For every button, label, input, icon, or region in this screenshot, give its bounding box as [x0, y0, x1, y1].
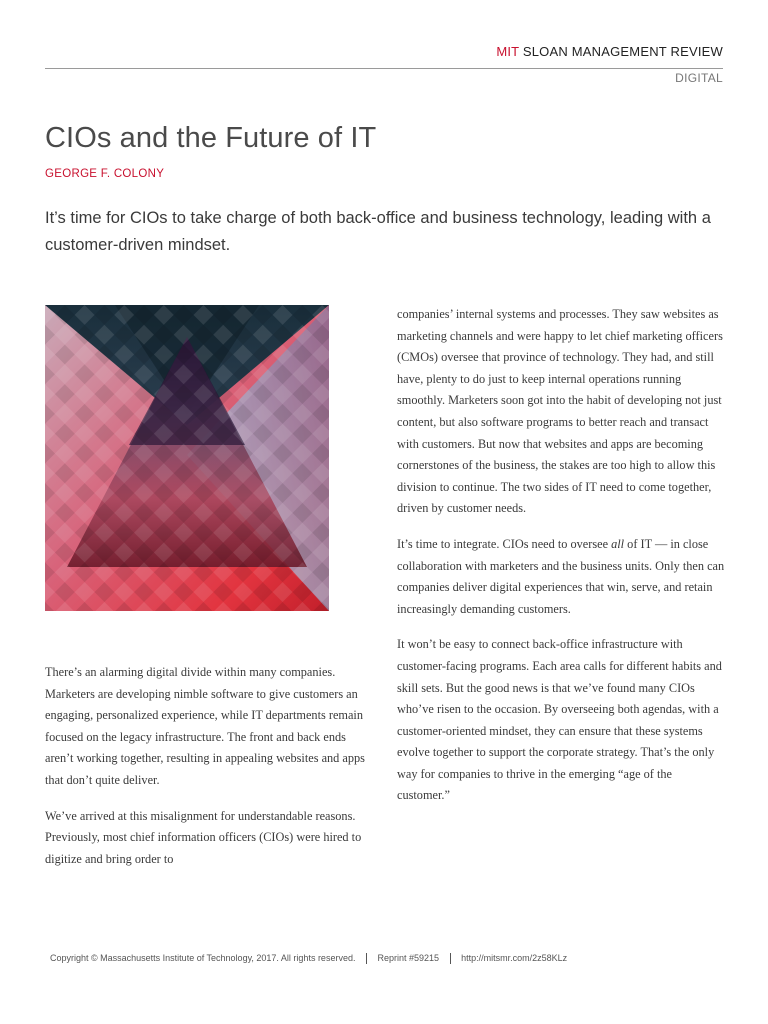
text-run: of IT — in close collaboration with marketers and the business units. Only then can companies deliver digital experiences that win, serve, and retain increasingly demanding customers. — [397, 536, 725, 616]
paragraph: There’s an alarming digital divide within many companies. Marketers are developing nimble software to give customers an engaging, personalized experience, while IT departments remain focused on the legacy infrastructure. The front and back ends aren’t working together, resulting in appealing websites and apps that don’t quite deliver. — [45, 665, 365, 787]
article-dek: It’s time for CIOs to take charge of both back-office and business technology, leading with a customer-driven mindset. — [45, 209, 711, 254]
footer-divider — [366, 953, 367, 964]
right-column — [397, 304, 725, 821]
section-label: DIGITAL — [675, 71, 723, 85]
masthead-mit: MIT — [496, 44, 520, 59]
article-title: CIOs and the Future of IT — [45, 122, 377, 154]
footer-divider — [450, 953, 451, 964]
footer-copyright: Copyright © Massachusetts Institute of Technology, 2017. All rights reserved. — [50, 953, 356, 963]
text-run: It’s time to integrate. CIOs need to oversee — [397, 536, 612, 551]
paragraph: We’ve arrived at this misalignment for understandable reasons. Previously, most chief information officers (CIOs) were hired to digitize and bring order to — [45, 808, 362, 866]
masthead — [496, 44, 723, 59]
footer-reprint: Reprint #59215 — [377, 953, 440, 963]
paragraph — [397, 534, 725, 620]
article-author: GEORGE F. COLONY — [45, 168, 165, 180]
footer — [50, 953, 567, 964]
masthead-title: SLOAN MANAGEMENT REVIEW — [522, 44, 723, 59]
left-column — [45, 662, 367, 884]
header-rule — [45, 68, 723, 69]
emphasis: all — [611, 536, 625, 551]
footer-url[interactable]: http://mitsmr.com/2z58KLz — [461, 953, 568, 963]
paragraph: companies’ internal systems and processes. They saw websites as marketing channels and were happy to let chief marketing officers (CMOs) oversee that province of technology. They had, and still have, plenty to do just to keep internal operations running smoothly. Marketers soon got into the habit of developing not just content, but also software programs to better reach and transact with customers. But now that websites and apps are becoming cornerstones of the business, the stakes are too high to allow this division to continue. The two sides of IT need to come together, driven by customer needs. — [397, 307, 723, 516]
geometric-triangle-artwork — [45, 305, 329, 611]
paragraph: It won’t be easy to connect back-office infrastructure with customer-facing programs. Each area calls for different habits and skill sets. But the good news is that we’ve found many CIOs who’ve risen to the occasion. By overseeing both agendas, with a customer-oriented mindset, they can ensure that these systems evolve together to support the corporate strategy. That’s the only way for companies to thrive in the emerging “age of the customer.” — [397, 637, 722, 803]
